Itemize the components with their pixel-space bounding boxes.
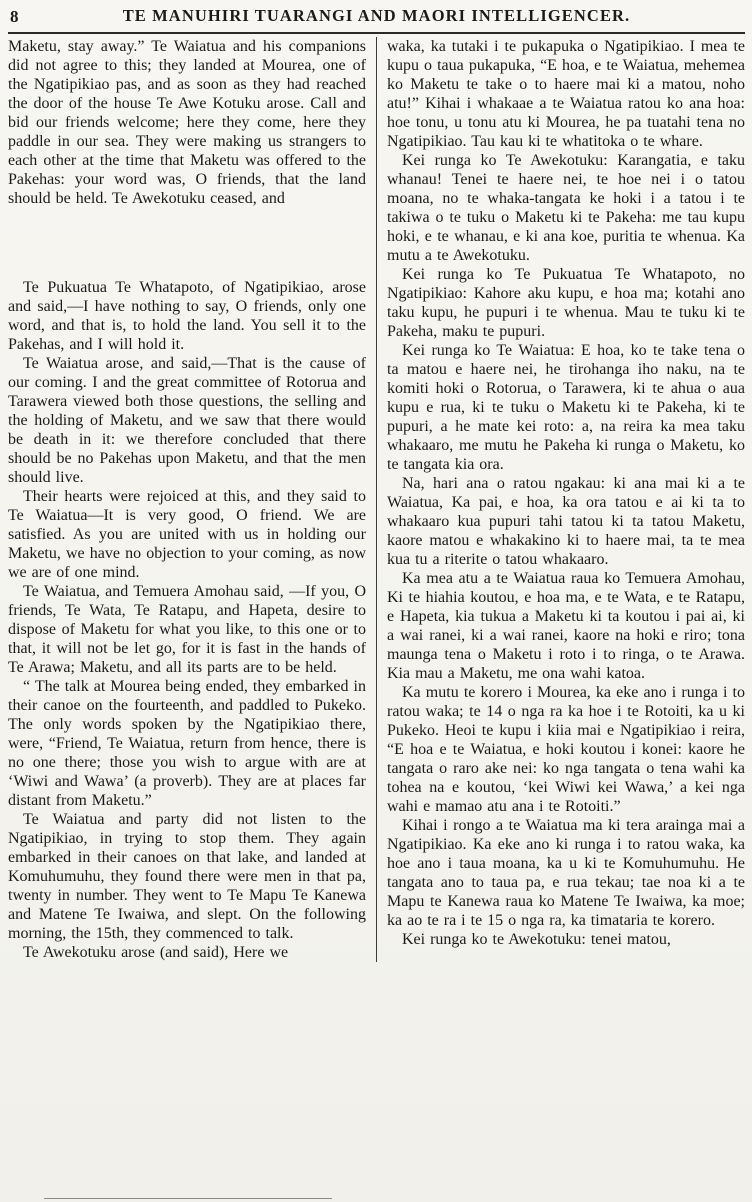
paragraph: waka, ka tutaki i te pukapuka o Ngatipikiao. I mea te kupu o taua pukapuka, “E hoa, e te Waiatua, mehemea ko Maketu te take o to haere mai ki a matou, noho atu!” Kihai i whakaae a te Waiatua ratou ko ana hoa: hoe tonu, u tonu atu ki Mourea, he pa tuatahi tena no Ngatipikiao. Tau kau ki te whatitoka o te whare. bbox=[387, 38, 745, 150]
masthead bbox=[8, 5, 745, 28]
text-columns bbox=[8, 37, 745, 962]
paragraph: “ The talk at Mourea being ended, they embarked in their canoe on the fourteenth, and paddled to Pukeko. The only words spoken by the Ngatipikiao there, were, “Friend, Te Waiatua, return from hence, there is no one there; those you wish to argue with are at ‘Wiwi and Wawa’ (a proverb). They are at places far distant from Maketu.” bbox=[8, 678, 366, 809]
page-bottom-rule bbox=[44, 1198, 332, 1199]
paragraph: Kei runga ko te Awekotuku: tenei matou, bbox=[402, 931, 671, 948]
paragraph: Te Waiatua arose, and said,—That is the cause of our coming. I and the great committee of Rotorua and Tarawera viewed both those questions, the selling and the holding of Maketu, and we saw that there would be death in it: we therefore concluded that there should be no Pakehas upon Maketu, and that the men should live. bbox=[8, 355, 366, 486]
paragraph: Te Waiatua and party did not listen to the Ngatipikiao, in trying to stop them. They again embarked in their canoes on that lake, and landed at Komuhumuhu, they found there were men in that pa, twenty in number. They went to Te Mapu Te Kanewa and Matene Te Iwaiwa, and slept. On the following morning, the 15th, they commenced to talk. bbox=[8, 811, 366, 942]
paragraph: Te Pukuatua Te Whatapoto, of Ngatipikiao, arose and said,—I have nothing to say, O friends, only one word, and that is, to hold the land. You sell it to the Pakehas, and I will hold it. bbox=[8, 279, 366, 353]
paragraph: Ka mutu te korero i Mourea, ka eke ano i runga i to ratou waka; te 14 o nga ra ka hoe i te Rotoiti, ka u ki Pukeko. Heoi te kupu i kiia mai e Ngatipikiao i reira, “E hoa e te Waiatua, e hoki koutou i konei: kaore he tangata o raro ake nei: ko nga tangata o tena wahi ka tohea na e koutou, ‘kei Wiwi kei Wawa,’ a kei nga wahi e mamao atu ana i te Rotoiti.” bbox=[387, 684, 745, 815]
left-column bbox=[8, 37, 377, 962]
paragraph: Their hearts were rejoiced at this, and they said to Te Waiatua—It is very good, O friend. We are satisfied. As you are united with us in holding our Maketu, we have no objection to your coming, as now we are of one mind. bbox=[8, 488, 366, 581]
paragraph: Kei runga ko Te Waiatua: E hoa, ko te take tena o ta matou e haere nei, he tirohanga iho naku, na te komiti hoki o Rotorua, o Tarawera, ki te ahua o aua kupu e rua, ki te tuku o Maketu ki te Pakeha, ki te pupuri, a he mate kei roto: a, na reira ka mea taku whakaaro, me mutu he Pakeha ki runga o Maketu, ko te tangata kia ora. bbox=[387, 342, 745, 473]
page-number: 8 bbox=[10, 7, 19, 26]
paragraph: Te Awekotuku arose (and said), Here we bbox=[23, 944, 289, 961]
paragraph: Kei runga ko Te Awekotuku: Karangatia, e taku whanau! Tenei te haere nei, te hoe nei i o tatou moana, no te whaka-tangata ke hoki i a tatou i te takiwa o te tuku o Maketu ki te Pakeha: me tau kupu hoki, e te whanau, e ki ana koe, puritia te whenua. Ka mutu a te Awekotuku. bbox=[387, 152, 745, 264]
paragraph: Na, hari ana o ratou ngakau: ki ana mai ki a te Waiatua, Ka pai, e hoa, ka ora tatou e ai ki ta to whakaaro kua pupuri tahi tatou ki ta tatou Maketu, kaore matou e whakakino ki to haere mai, ta te mea kua tu a riterite o tatou whakaaro. bbox=[387, 475, 745, 568]
paragraph: Ka mea atu a te Waiatua raua ko Temuera Amohau, Ki te hiahia koutou, e hoa ma, e te Wata, e te Ratapu, e Hapeta, kia tukua a Maketu ki ta koutou i pai ai, ki a wai ranei, ki a wai ranei, kaore na hoki e riro; tona maunga tena o Maketu i roto i to ringa, o te Arawa. Kia mau a Maketu, me ona wahi katoa. bbox=[387, 570, 745, 682]
right-column bbox=[377, 37, 745, 962]
paper-title: TE MANUHIRI TUARANGI AND MAORI INTELLIGENCER. bbox=[122, 6, 631, 25]
paragraph: Kihai i rongo a te Waiatua ma ki tera arainga mai a Ngatipikiao. Ka eke ano ki runga i to ratou waka, ka hoe ano i taua moana, ka u ki te Komuhumuhu. He tangata ano to taua pa, e rua tekau; tae noa ki a te Mapu te Kanewa raua ko Matene Te Iwaiwa, ka moe; ka ao te ra i te 15 o nga ra, ka timataria te korero. bbox=[387, 817, 745, 929]
masthead-rule bbox=[8, 32, 745, 34]
paragraph: Maketu, stay away.” Te Waiatua and his companions did not agree to this; they landed at Mourea, one of the Ngatipikiao pas, and as soon as they had reached the door of the house Te Awe Kotuku arose. Call and bid our friends welcome; here they come, here they paddle in our sea. They were making us strangers to each other at the time that Maketu was offered to the Pakehas: your word was, O friends, that the land should be held. Te Awekotuku ceased, and bbox=[8, 38, 366, 207]
paragraph: Te Waiatua, and Temuera Amohau said, —If you, O friends, Te Wata, Te Ratapu, and Hapeta, desire to dispose of Maketu for what you like, to this one or to that, it will not be let go, for it is fast in the hands of Te Arawa; Maketu, and all its parts are to be held. bbox=[8, 583, 366, 676]
paragraph: Kei runga ko Te Pukuatua Te Whatapoto, no Ngatipikiao: Kahore aku kupu, e hoa ma; kotahi ano taku kupu, he pupuri i te whenua. Mau te tuku ki te Pakeha, maku te pupuri. bbox=[387, 266, 745, 340]
